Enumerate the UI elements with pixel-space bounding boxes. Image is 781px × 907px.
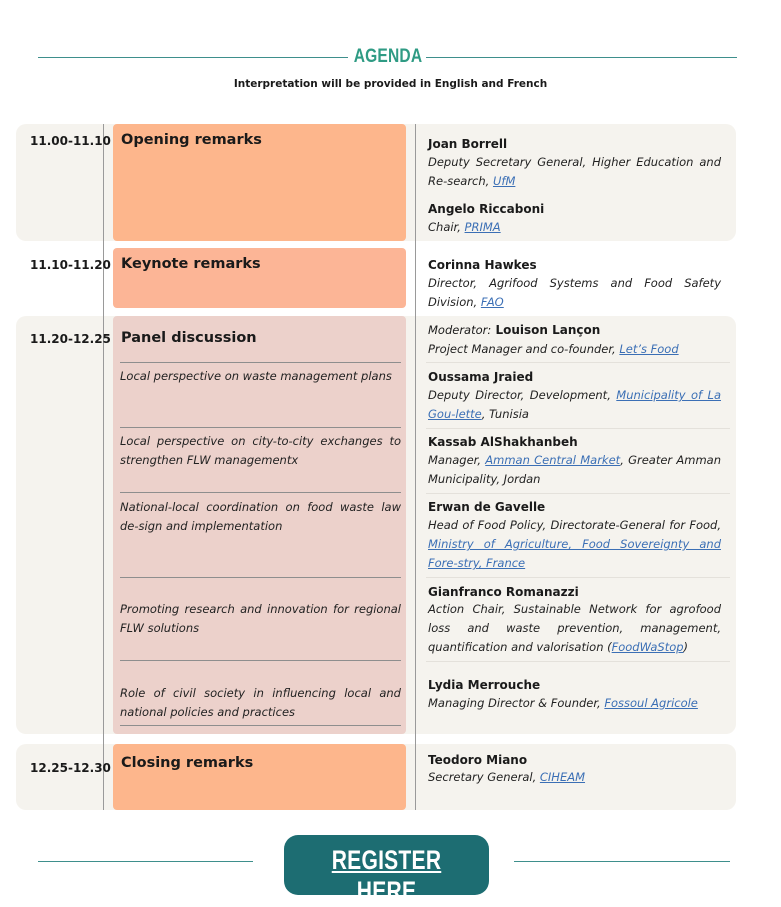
speaker-role-text: Deputy Secretary General, Higher Education and Re-search, — [428, 155, 721, 188]
speaker-role-text: Action Chair, Sustainable Network for agrofood loss and waste prevention, management, quantification and valorisation ( — [428, 602, 721, 654]
speaker-role-suffix: ) — [683, 640, 689, 654]
speaker-role-text: Deputy Director, Development, — [428, 388, 617, 402]
speaker-name: Lydia Merrouche — [428, 678, 541, 692]
session-block-closing — [113, 744, 406, 810]
speaker-divider — [426, 493, 730, 494]
org-link[interactable]: Ministry of Agriculture, Food Sovereignty and Fore-stry, France — [428, 537, 721, 570]
topic-divider — [120, 725, 401, 726]
speaker-divider — [426, 428, 730, 429]
speaker-role-suffix: , Tunisia — [481, 407, 529, 421]
speaker-role — [428, 218, 721, 237]
panel-topic: Local perspective on waste management plans — [120, 369, 392, 383]
speaker-role — [428, 274, 721, 312]
speaker-role — [428, 600, 721, 657]
speaker-role-text: Managing Director & Founder, — [428, 696, 605, 710]
topic-divider — [120, 660, 401, 661]
speaker-role-text: Head of Food Policy, Directorate-General for Food, — [428, 518, 721, 532]
org-link[interactable]: Amman Central Market — [485, 453, 621, 467]
panel-topic: Local perspective on city-to-city exchanges to strengthen FLW managementx — [120, 434, 401, 467]
speaker-role-text: Project Manager and co-founder, — [428, 342, 620, 356]
session-title: Panel discussion — [121, 330, 257, 346]
panel-topic: National-local coordination on food waste law de-sign and implementation — [120, 500, 401, 533]
speaker-name: Angelo Riccaboni — [428, 202, 545, 216]
speaker-name: Erwan de Gavelle — [428, 500, 546, 514]
speaker-divider — [426, 661, 730, 662]
topic-divider — [120, 362, 401, 363]
speaker-role — [428, 451, 721, 489]
session-time: 11.10-11.20 — [30, 258, 111, 272]
header-rule-right — [426, 57, 737, 58]
speaker-role-text: Manager, — [428, 453, 486, 467]
interpretation-note: Interpretation will be provided in English and French — [233, 78, 548, 90]
session-time: 12.25-12.30 — [30, 761, 111, 775]
speaker-role-text: Director, Agrifood Systems and Food Safety Division, — [428, 276, 721, 309]
org-link[interactable]: FAO — [480, 295, 504, 309]
org-link[interactable]: CIHEAM — [539, 770, 586, 784]
org-link[interactable]: UfM — [492, 174, 516, 188]
session-title: Keynote remarks — [121, 256, 261, 272]
session-time: 11.20-12.25 — [30, 332, 111, 346]
speaker-role — [428, 516, 721, 573]
speaker-name: Oussama Jraied — [428, 370, 534, 384]
speaker-name: Gianfranco Romanazzi — [428, 585, 579, 599]
org-link[interactable]: Fossoul Agricole — [604, 696, 698, 710]
speaker-column-divider — [415, 124, 416, 810]
speaker-role — [428, 340, 721, 359]
page-title: AGENDA — [353, 46, 423, 67]
session-block-opening — [113, 124, 406, 241]
speaker-role-text: Secretary General, — [428, 770, 540, 784]
register-button-label: REGISTER HERE — [331, 845, 442, 906]
time-column-divider — [103, 124, 104, 810]
register-button[interactable] — [284, 835, 489, 906]
register-rule-left — [38, 861, 253, 862]
session-block-keynote — [113, 248, 406, 308]
speaker-role-suffix: , Greater Amman Municipality, Jordan — [428, 453, 722, 486]
speaker-role — [428, 768, 721, 787]
panel-topic: Role of civil society in influencing local and national policies and practices — [120, 686, 401, 719]
topic-divider — [120, 427, 401, 428]
speaker-name: Louison Lançon — [495, 323, 601, 337]
session-time: 11.00-11.10 — [30, 134, 111, 148]
session-title: Closing remarks — [121, 755, 254, 771]
speaker-role — [428, 694, 721, 713]
org-link[interactable]: Municipality of La Gou-lette — [428, 388, 721, 421]
session-title: Opening remarks — [121, 132, 262, 148]
panel-topic: Promoting research and innovation for regional FLW solutions — [120, 602, 401, 635]
org-link[interactable]: Let’s Food — [619, 342, 679, 356]
speaker-role — [428, 153, 721, 191]
topic-divider — [120, 492, 401, 493]
speaker-name: Joan Borrell — [428, 137, 508, 151]
header-rule-left — [38, 57, 348, 58]
moderator-line — [428, 323, 600, 337]
register-rule-right — [514, 861, 730, 862]
org-link[interactable]: PRIMA — [464, 220, 501, 234]
moderator-label: Moderator: — [428, 323, 492, 337]
speaker-name: Kassab AlShakhanbeh — [428, 435, 578, 449]
speaker-divider — [426, 362, 730, 363]
speaker-role-text: Chair, — [428, 220, 465, 234]
org-link[interactable]: FoodWaStop — [611, 640, 684, 654]
topic-divider — [120, 577, 401, 578]
speaker-divider — [426, 577, 730, 578]
speaker-name: Corinna Hawkes — [428, 258, 537, 272]
speaker-role — [428, 386, 721, 424]
speaker-name: Teodoro Miano — [428, 753, 528, 767]
